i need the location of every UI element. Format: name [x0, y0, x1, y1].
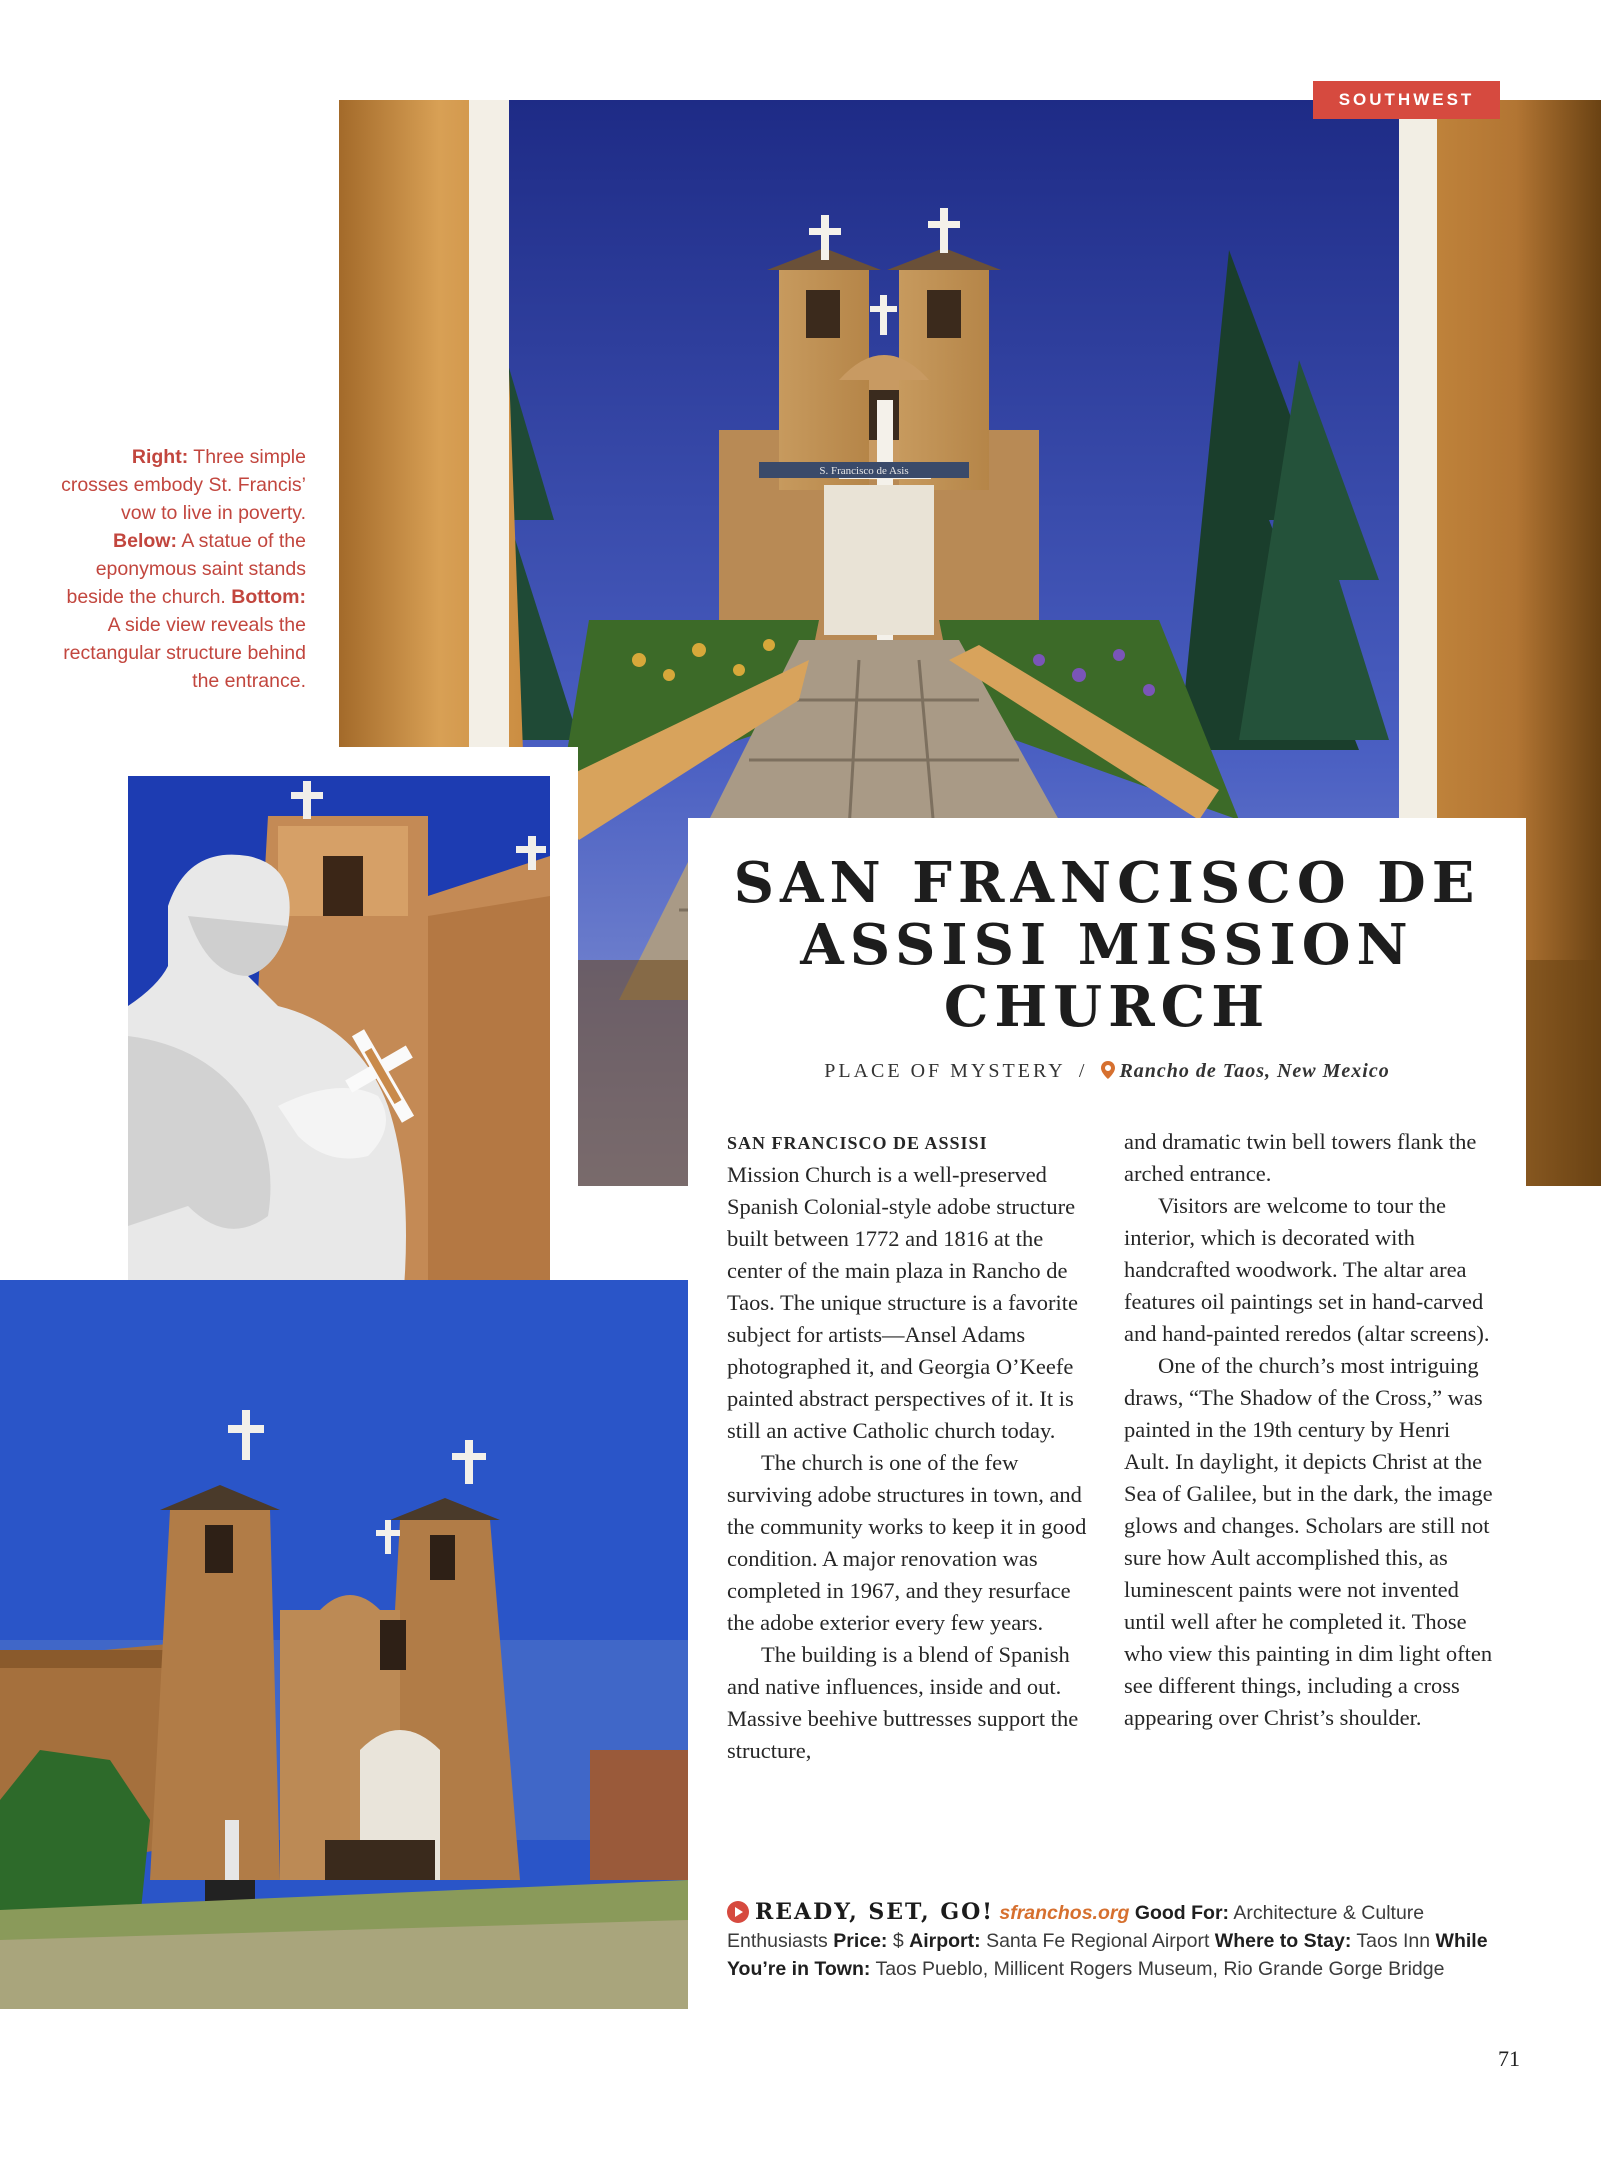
body-paragraph-5: One of the church’s most intriguing draws, “The Shadow of the Cross,” was painted in the 19th century by Henri Ault. In daylight, it depicts Christ at the Sea of Galilee, but in the dark, the image glows and changes. Scholars are still not sure how Ault accomplished this, as luminescent paints were not invented until well after he completed it. Those who view this painting in dim light often see different things, including a cross appearing over Christ’s shoulder.	[1124, 1353, 1493, 1730]
price-label: Price:	[833, 1930, 888, 1952]
caption-right-text: Three simple crosses embody St. Francis’ vow to live in poverty.	[61, 446, 306, 524]
article-dek	[688, 1060, 1526, 1083]
ready-set-go-box	[727, 1898, 1497, 1983]
dek-location: Rancho de Taos, New Mexico	[1119, 1060, 1390, 1082]
airport-value: Santa Fe Regional Airport	[986, 1930, 1210, 1952]
while-in-town-label: While You’re in Town:	[727, 1930, 1488, 1980]
body-paragraph-3-end: and dramatic twin bell towers flank the arched entrance.	[1124, 1129, 1477, 1186]
body-lead-in: SAN FRANCISCO DE ASSISI	[727, 1133, 988, 1153]
ready-set-go-heading: READY, SET, GO!	[755, 1899, 994, 1925]
caption-right-label: Right:	[131, 446, 189, 468]
while-in-town-value: Taos Pueblo, Millicent Rogers Museum, Rio Grande Gorge Bridge	[875, 1958, 1445, 1980]
body-column-left	[727, 1126, 1099, 1767]
body-paragraph-4: Visitors are welcome to tour the interior, which is decorated with handcrafted woodwork. The altar area features oil paintings set in hand-carved and hand-painted reredos (altar screens).	[1124, 1193, 1490, 1346]
where-to-stay-value: Taos Inn	[1356, 1930, 1431, 1952]
where-to-stay-label: Where to Stay:	[1214, 1930, 1352, 1952]
body-paragraph-1	[727, 1126, 1099, 1447]
body-paragraph-1-text: Mission Church is a well-preserved Spanish Colonial-style adobe structure built between 1772 and 1816 at the center of the main plaza in Rancho de Taos. The unique structure is a favorite subject for artists—Ansel Adams photographed it, and Georgia O’Keefe painted abstract perspectives of it. It is still an active Catholic church today.	[727, 1162, 1079, 1443]
caption-bottom-text: A side view reveals the rectangular structure behind the entrance.	[63, 614, 306, 692]
caption-below-label: Below:	[113, 530, 177, 552]
airport-label: Airport:	[909, 1930, 981, 1952]
page-number: 71	[1498, 2046, 1520, 2071]
play-arrow-icon	[727, 1901, 749, 1923]
dek-separator: /	[1078, 1060, 1088, 1082]
caption-below-text: A statue of the eponymous saint stands beside the church.	[66, 530, 306, 608]
side-view-photo	[0, 1280, 688, 2009]
church-sign-text: S. Francisco de Asis	[819, 465, 909, 477]
location-pin-icon	[1101, 1061, 1115, 1079]
good-for-value: Architecture & Culture Enthusiasts	[727, 1902, 1425, 1952]
section-tag: SOUTHWEST	[1313, 81, 1500, 119]
article-title: SAN FRANCISCO DE ASSISI MISSION CHURCH	[733, 850, 1481, 1040]
dek-kicker: PLACE OF MYSTERY	[824, 1060, 1065, 1082]
price-value: $	[892, 1930, 904, 1952]
body-paragraph-3-start: The building is a blend of Spanish and native influences, inside and out. Massive beehive buttresses support the structure,	[727, 1642, 1079, 1763]
photo-caption	[60, 443, 306, 695]
body-paragraph-2: The church is one of the few surviving adobe structures in town, and the community works to keep it in good condition. A major renovation was completed in 1967, and they resurface the adobe exterior every few years.	[727, 1450, 1087, 1635]
body-column-right	[1124, 1126, 1496, 1734]
good-for-label: Good For:	[1134, 1902, 1230, 1924]
website-link[interactable]: sfranchos.org	[999, 1902, 1130, 1924]
statue-photo	[128, 776, 550, 1346]
caption-bottom-label: Bottom:	[231, 586, 306, 608]
